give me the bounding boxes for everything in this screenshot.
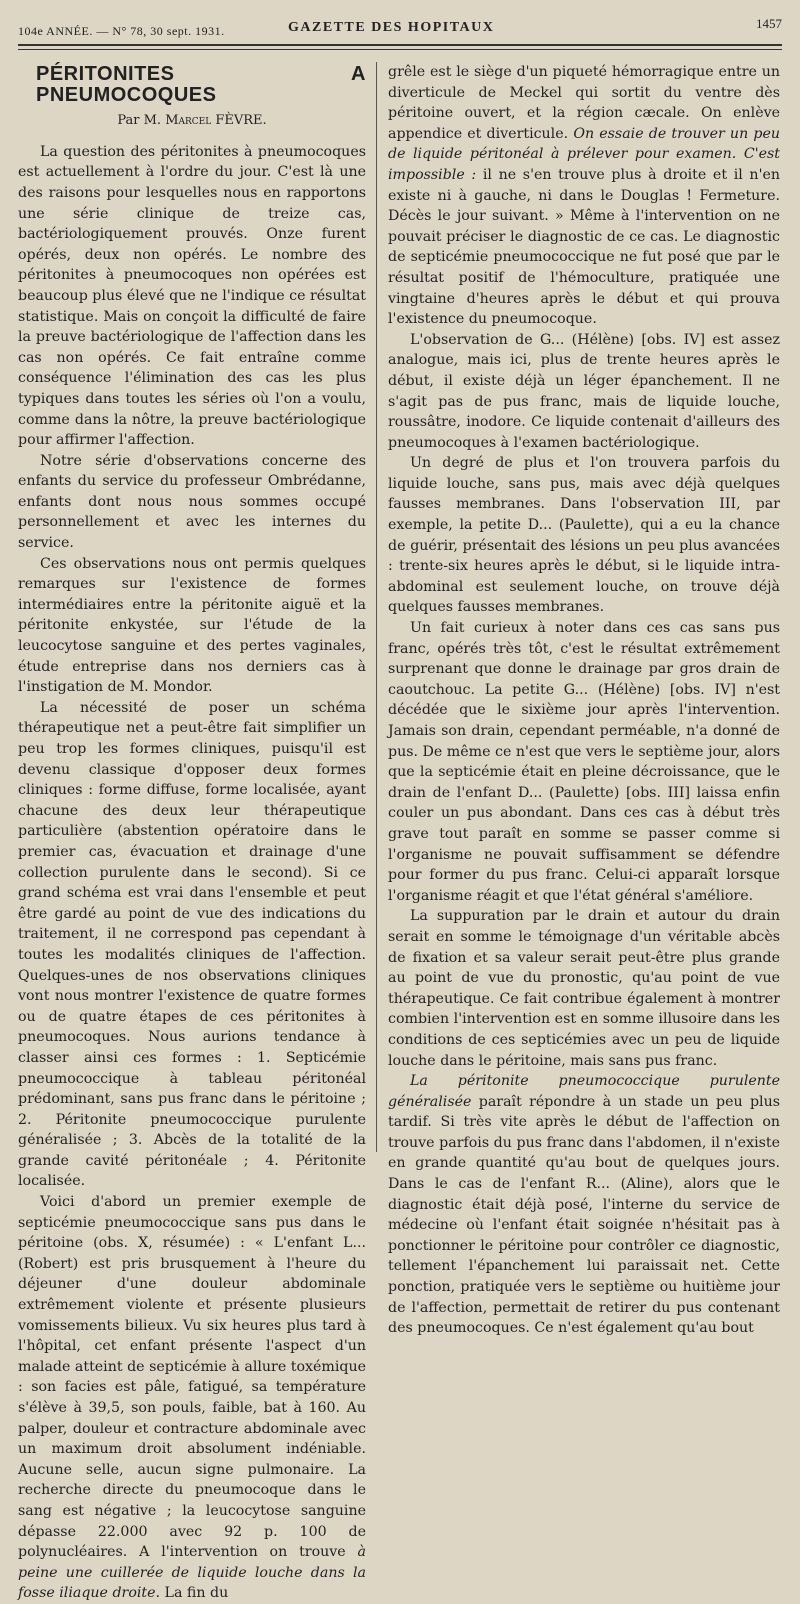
byline [18,111,366,132]
italic-phrase: La péritonite pneumococcique purulente généralisée [388,1073,780,1110]
paragraph-text: Voici d'abord un premier exemple de septicémie pneumococcique sans pus dans le péritoine (obs. X, résumée) : « L'enfant L... (Robert) est pris brusquement à l'heure du déjeuner d'une douleur abdominale extrêmement violente et présente plusieurs vomissements bilieux. Vu six heures plus tard à l'hôpital, cet enfant présente l'aspect d'un malade atteint de septicémie à allure toxémique : son facies est pâle, fatigué, sa température s'élève à 39,5, son pouls, faible, bat à 160. Au palper, douleur et contracture abdominale avec un maximum droit absolument indéniable. Aucune selle, aucun signe pulmonaire. La recherche directe du pneumocoque dans le sang est négative ; la leucocytose sanguine dépasse 22.000 avec 92 p. 100 de polynucléaires. A l'intervention on trouve [18,1194,366,1561]
paragraph: La suppuration par le drain et autour du drain serait en somme le témoignage d'un véritable abcès de fixation et sa valeur serait peut-être plus grande au point de vue du pronostic, qu'au point de vue thérapeutique. Ce fait contribue également à montrer combien l'intervention est en somme illusoire dans les conditions de ces septicémies avec un peu de liquide louche dans le péritoine, mais sans pus franc. [388,908,780,1069]
column-divider [376,62,377,1152]
paragraph [388,62,780,330]
paragraph: La question des péritonites à pneumocoques est actuellement à l'ordre du jour. C'est là une des raisons pour lesquelles nous en rapportons une série clinique de treize cas, bactériologiquement prouvés. Onze furent opérés, deux non opérés. Le nombre des péritonites à pneumocoques non opérées est beaucoup plus élevé que ne l'indique ce résultat statistique. Mais on conçoit la difficulté de faire la preuve bactériologique de l'affection dans les cas non opérés. Ce fait entraîne comme conséquence l'élimination des cas les plus typiques dans toutes les séries où l'on a voulu, comme dans la nôtre, la preuve bactériologique pour affirmer l'affection. [18,143,366,449]
right-column [388,62,781,1337]
running-header [18,10,782,46]
italic-phrase: à peine une cuillerée de liquide louche dans la fosse iliaque droite. [18,1544,366,1602]
header-rule [18,44,782,50]
paragraph-text: paraît répondre à un stade un peu plus tardif. Si très vite après le début de l'affection on trouve parfois du pus franc dans l'abdomen, il n'existe en grande quantité qu'au bout de quelques jours. Dans le cas de l'enfant R... (Aline), alors que le diagnostic était déjà posé, l'interne du service de médecine où l'enfant était soignée n'hésitait pas à ponctionner le péritoine pour contrôler ce diagnostic, tellement l'épanchement lui paraissait net. Cette ponction, pratiquée vers le septième ou huitième jour de l'affection, permettait de retirer du pus contenant des pneumocoques. Ce n'est également qu'au bout [388,1093,780,1337]
page-number: 1457 [756,16,782,31]
left-column [18,62,366,1602]
paragraph: Un fait curieux à noter dans ces cas sans pus franc, opérés très tôt, c'est le résultat extrêmement surprenant que donne le drainage par gros drain de caoutchouc. La petite G... (Hélène) [obs. IV] n'est décédée que le sixième jour après l'intervention. Jamais son drain, cependant perméable, n'a donné de pus. De même ce n'est que vers le septième jour, alors que la septicémie était en pleine décroissance, que le drain de l'enfant D... (Paulette) [obs. III] laissa enfin couler un pus abondant. Dans ces cas à début très grave tout paraît en somme se passer comme si l'organisme ne pouvait suffisamment se défendre pour former du pus franc. Celui-ci apparaît lorsque l'organisme réagit et que l'état général s'améliore. [388,620,781,904]
paragraph-text: grêle est le siège d'un piqueté hémorragique entre un diverticule de Meckel qui sortit du ventre dès péritoine ouvert, et la région cæcale. On enlève appendice et diverticule. [388,64,780,142]
issue-info: 104e ANNÉE. — N° 78, 30 sept. 1931. [18,24,225,38]
byline-prefix: Par M. [117,113,162,129]
paragraph-text: il ne s'en trouve plus à droite et il n'en existe ni à gauche, ni dans le Douglas ! Fermeture. Décès le jour suivant. » Même à l'intervention on ne pouvait préciser le diagnostic de ce cas. Le diagnostic de septicémie pneumococcique ne fut posé que par le résultat positif de l'hémoculture, pratiquée une vingtaine d'heures après le début et qui prouva l'existence du pneumocoque. [388,166,781,328]
paragraph [388,1071,780,1339]
paragraph: Un degré de plus et l'on trouvera parfois du liquide louche, sans pus, mais avec déjà quelques fausses membranes. Dans l'observation III, par exemple, la petite D... (Paulette), qui a eu la chance de guérir, présentait des lésions un peu plus avancées : trente-six heures après le début, si le liquide intra-abdominal est seulement louche, on trouve déjà quelques fausses membranes. [388,455,780,616]
paragraph: L'observation de G... (Hélène) [obs. IV] est assez analogue, mais ici, plus de trente heures après le début, il existe déjà un léger épanchement. Il ne s'agit pas de pus franc, mais de liquide louche, roussâtre, inodore. Ce liquide contenait d'ailleurs des pneumocoques à l'examen bactériologique. [388,331,780,451]
paragraph [18,1192,366,1604]
italic-phrase: On essaie de trouver un peu de liquide péritonéal à prélever pour examen. C'est impossible : [388,125,780,183]
author-name: Marcel FÈVRE. [165,113,267,129]
journal-name: GAZETTE DES HOPITAUX [288,20,495,35]
paragraph: Ces observations nous ont permis quelques remarques sur l'existence de formes intermédiaires entre la péritonite aiguë et la péritonite enkystée, sur l'étude de la leucocytose sanguine et des pertes vaginales, étude entreprise dans nos derniers cas à l'instigation de M. Mondor. [18,555,366,696]
paragraph: Notre série d'observations concerne des enfants du service du professeur Ombrédanne, enfants dont nous nous sommes occupé personnellement et avec les internes du service. [18,452,366,552]
paragraph: La nécessité de poser un schéma thérapeutique net a peut-être fait simplifier un peu trop les formes cliniques, puisqu'il est devenu classique d'opposer deux formes cliniques : forme diffuse, forme localisée, ayant chacune des deux leur thérapeutique particulière (abstention opératoire dans le premier cas, évacuation et drainage d'une collection purulente dans le second). Si ce grand schéma est vrai dans l'ensemble et peut être gardé au point de vue des indications du traitement, il ne correspond pas cependant à toutes les modalités cliniques de l'affection. Quelques-unes de nos observations cliniques vont nous montrer l'existence de quatre formes ou de quatre étapes de ces péritonites à pneumocoques. Nous aurions tendance à classer ainsi ces formes : 1. Septicémie pneumococcique à tableau péritonéal prédominant, sans pus franc dans le péritoine ; 2. Péritonite pneumococcique purulente généralisée ; 3. Abcès de la totalité de la grande cavité péritonéale ; 4. Péritonite localisée. [18,699,366,1190]
article-title: PÉRITONITES A PNEUMOCOQUES [36,63,366,106]
paragraph-tail: La fin du [164,1585,229,1602]
